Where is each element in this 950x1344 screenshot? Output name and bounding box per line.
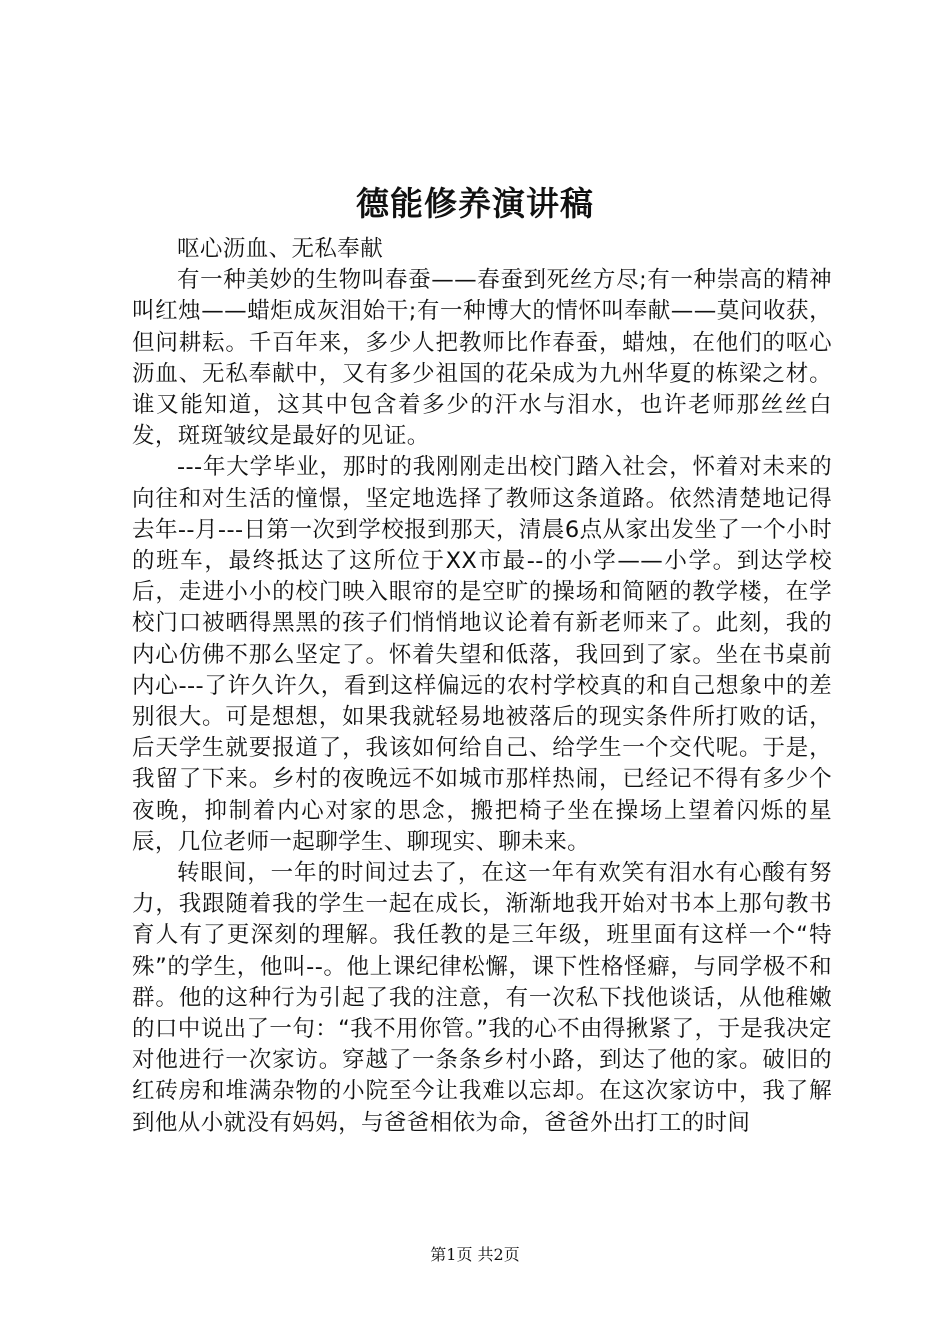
paragraph: 转眼间，一年的时间过去了，在这一年有欢笑有泪水有心酸有努力，我跟随着我的学生一起在成长，渐渐地我开始对书本上那句教书育人有了更深刻的理解。我任教的是三年级，班里面有这样一个“特殊”的学生，他叫--。他上课纪律松懈，课下性格怪癖，与同学极不和群。他的这种行为引起了我的注意，有一次私下找他谈话，从他稚嫩的口中说出了一句：“我不用你管。”我的心不由得揪紧了，于是我决定对他进行一次家访。穿越了一条条乡村小路，到达了他的家。破旧的红砖房和堆满杂物的小院至今让我难以忘却。在这次家访中，我了解到他从小就没有妈妈，与爸爸相依为命，爸爸外出打工的时间 <box>132 860 832 1136</box>
page-number-footer: 第1页 共2页 <box>430 1245 520 1264</box>
paragraph: 有一种美妙的生物叫春蚕——春蚕到死丝方尽;有一种崇高的精神叫红烛——蜡炬成灰泪始干;有一种博大的情怀叫奉献——莫问收获，但问耕耘。千百年来，多少人把教师比作春蚕，蜡烛，在他们的呕心沥血、无私奉献中，又有多少祖国的花朵成为九州华夏的栋梁之材。谁又能知道，这其中包含着多少的汗水与泪水，也许老师那丝丝白发，斑斑皱纹是最好的见证。 <box>132 267 832 450</box>
paragraph-subtitle: 呕心沥血、无私奉献 <box>177 236 384 262</box>
document-title: 德能修养演讲稿 <box>356 184 594 223</box>
document-body <box>132 234 832 1139</box>
paragraph: ---年大学毕业，那时的我刚刚走出校门踏入社会，怀着对未来的向往和对生活的憧憬，坚定地选择了教师这条道路。依然清楚地记得去年--月---日第一次到学校报到那天，清晨6点从家出发坐了一个小时的班车，最终抵达了这所位于XX市最--的小学——小学。到达学校后，走进小小的校门映入眼帘的是空旷的操场和简陋的教学楼，在学校门口被晒得黑黑的孩子们悄悄地议论着有新老师来了。此刻，我的内心仿佛不那么坚定了。怀着失望和低落，我回到了家。坐在书桌前内心---了许久许久，看到这样偏远的农村学校真的和自己想象中的差别很大。可是想想，如果我就轻易地被落后的现实条件所打败的话，后天学生就要报道了，我该如何给自己、给学生一个交代呢。于是，我留了下来。乡村的夜晚远不如城市那样热闹，已经记不得有多少个夜晚，抑制着内心对家的思念，搬把椅子坐在操场上望着闪烁的星辰，几位老师一起聊学生、聊现实、聊未来。 <box>132 454 832 855</box>
